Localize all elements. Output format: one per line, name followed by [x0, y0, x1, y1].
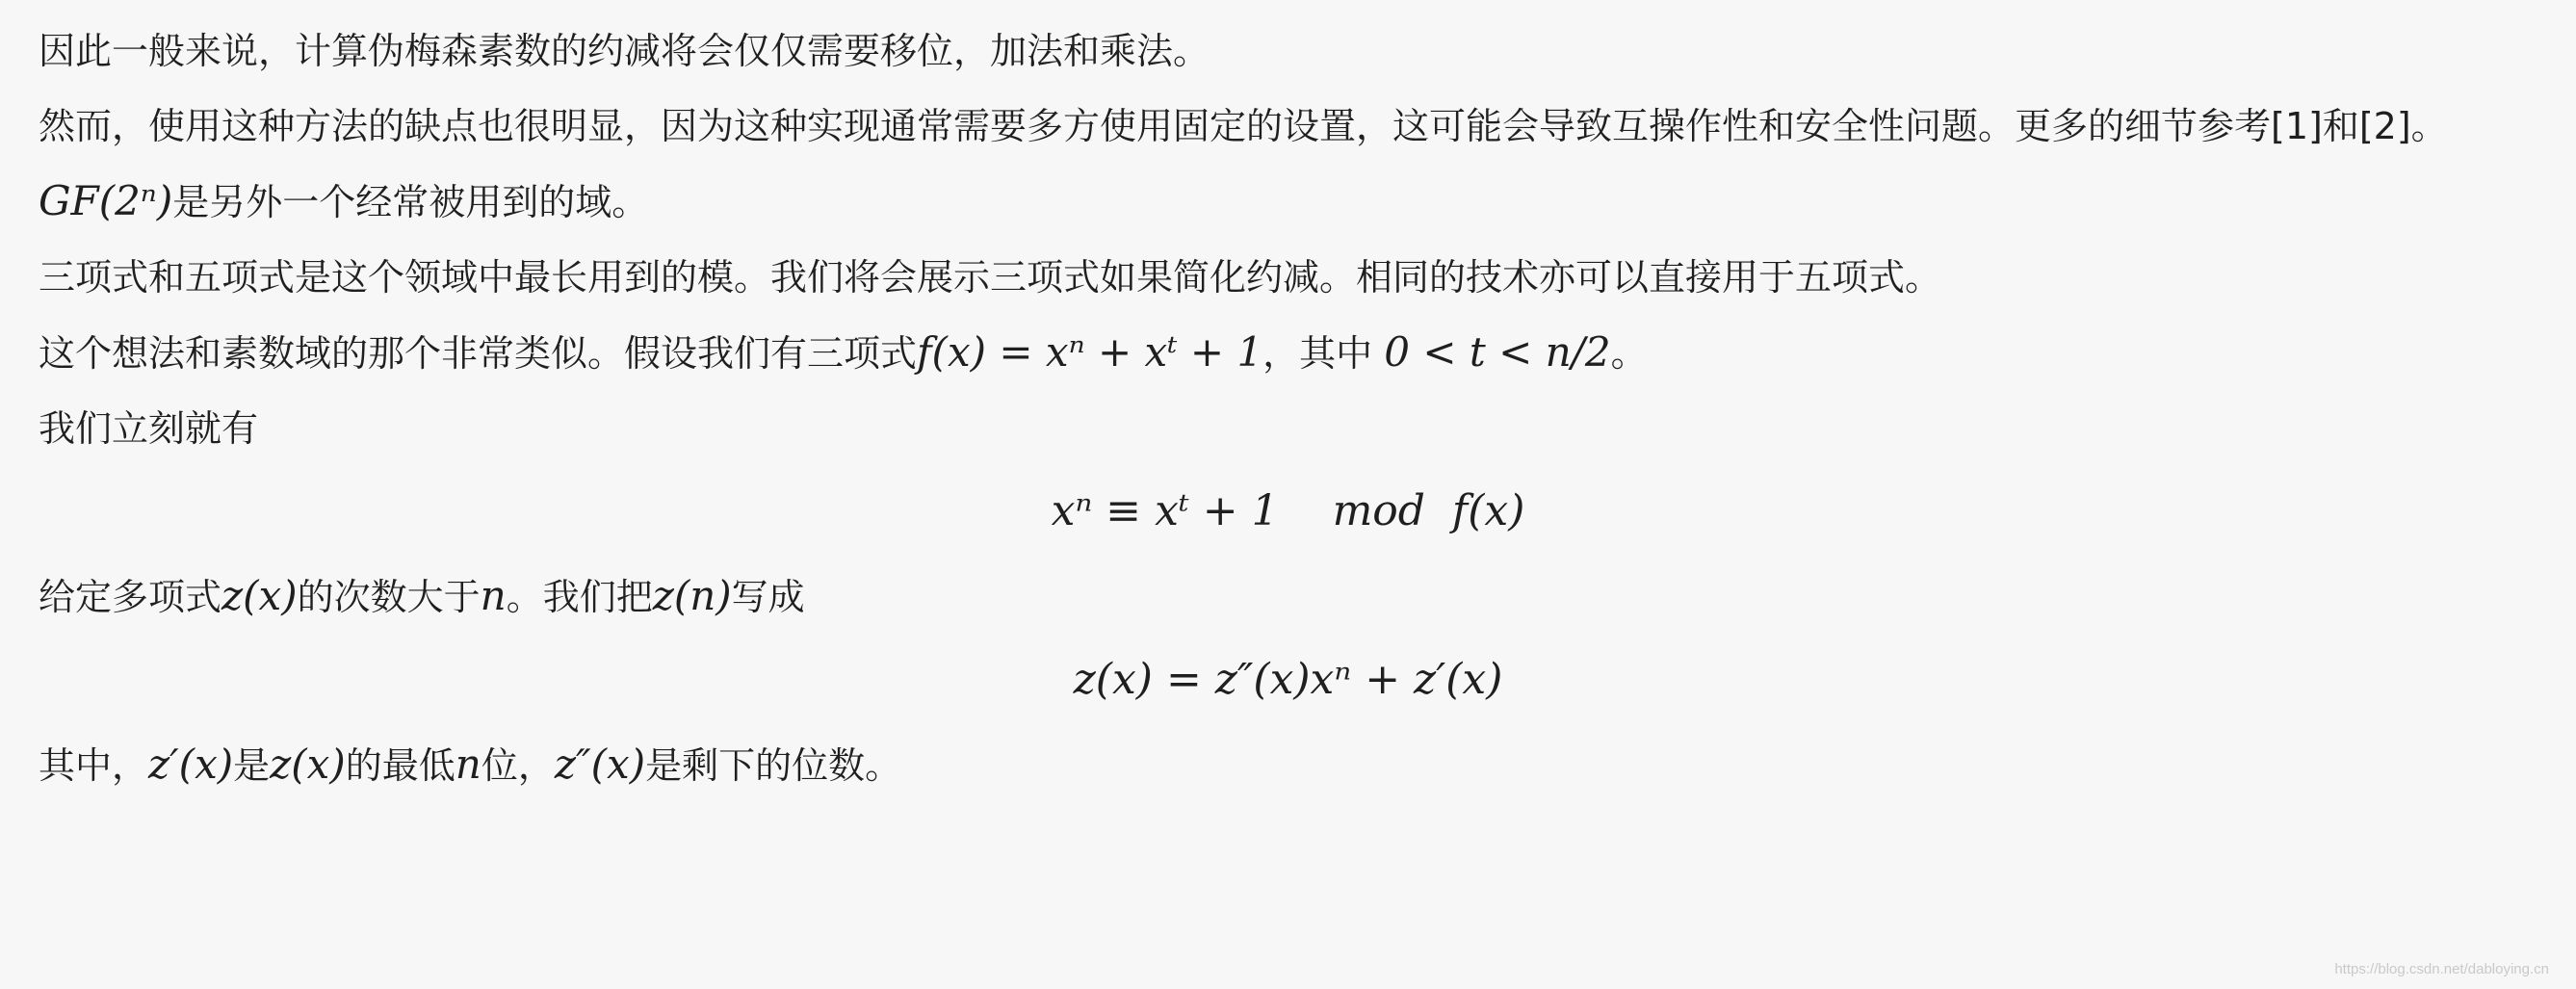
paragraph-7-a: 给定多项式 — [39, 576, 222, 618]
paragraph-5-text: 这个想法和素数域的那个非常类似。假设我们有三项式 — [39, 332, 918, 375]
math-z-double-prime: z″(x) — [554, 741, 646, 788]
equation-decomposition-text: z(x) = z″(x)xⁿ + z′(x) — [1073, 655, 1503, 704]
math-n: n — [480, 572, 507, 619]
math-trinomial: f(x) = xⁿ + xᵗ + 1 — [917, 328, 1263, 376]
paragraph-8-d: 位， — [481, 744, 555, 787]
paragraph-7-d: 写成 — [731, 576, 805, 618]
math-z-x-2: z(x) — [270, 741, 346, 788]
paragraph-3-text: 是另外一个经常被用到的域。 — [172, 181, 649, 223]
math-z-x: z(x) — [221, 572, 298, 619]
paragraph-1-text: 因此一般来说，计算伪梅森素数的约减将会仅仅需要移位，加法和乘法。 — [39, 30, 1210, 72]
equation-decomposition — [0, 646, 2576, 714]
paragraph-6-text: 我们立刻就有 — [39, 407, 259, 450]
paragraph-3 — [39, 175, 2542, 228]
math-z-n: z(n) — [652, 572, 732, 619]
math-t-range: 0 < t < n/2 — [1384, 328, 1611, 376]
paragraph-4 — [39, 251, 2542, 303]
paragraph-2 — [39, 100, 2542, 152]
paragraph-4-text: 三项式和五项式是这个领域中最长用到的模。我们将会展示三项式如果简化约减。相同的技术亦可以直接用于五项式。 — [39, 256, 1942, 299]
paragraph-8 — [39, 739, 2542, 792]
paragraph-6 — [39, 403, 2542, 455]
paragraph-5-mid: ，其中 — [1262, 332, 1373, 375]
paragraph-2-text: 然而，使用这种方法的缺点也很明显，因为这种实现通常需要多方使用固定的设置，这可能会导致互操作性和安全性问题。更多的细节参考[1]和[2]。 — [39, 105, 2448, 147]
paragraph-5 — [39, 326, 2542, 379]
paragraph-7 — [39, 570, 2542, 623]
paragraph-7-b: 的次数大于 — [297, 576, 481, 618]
paragraph-8-b: 是 — [233, 744, 271, 787]
paragraph-8-a: 其中， — [39, 744, 149, 787]
paragraph-1 — [39, 25, 2542, 77]
paragraph-8-c: 的最低 — [345, 744, 455, 787]
paragraph-7-c: 。我们把 — [506, 576, 653, 618]
math-gf-field: GF(2ⁿ) — [39, 177, 173, 224]
math-z-prime: z′(x) — [148, 741, 234, 788]
equation-congruence — [0, 478, 2576, 545]
math-n-2: n — [455, 741, 481, 788]
watermark: https://blog.csdn.net/dabloying.cn — [2334, 961, 2549, 977]
equation-congruence-text: xⁿ ≡ xᵗ + 1 mod f(x) — [1051, 486, 1525, 535]
paragraph-8-e: 是剩下的位数。 — [645, 744, 902, 787]
paragraph-5-end: 。 — [1610, 332, 1648, 375]
article-body — [39, 25, 2542, 815]
